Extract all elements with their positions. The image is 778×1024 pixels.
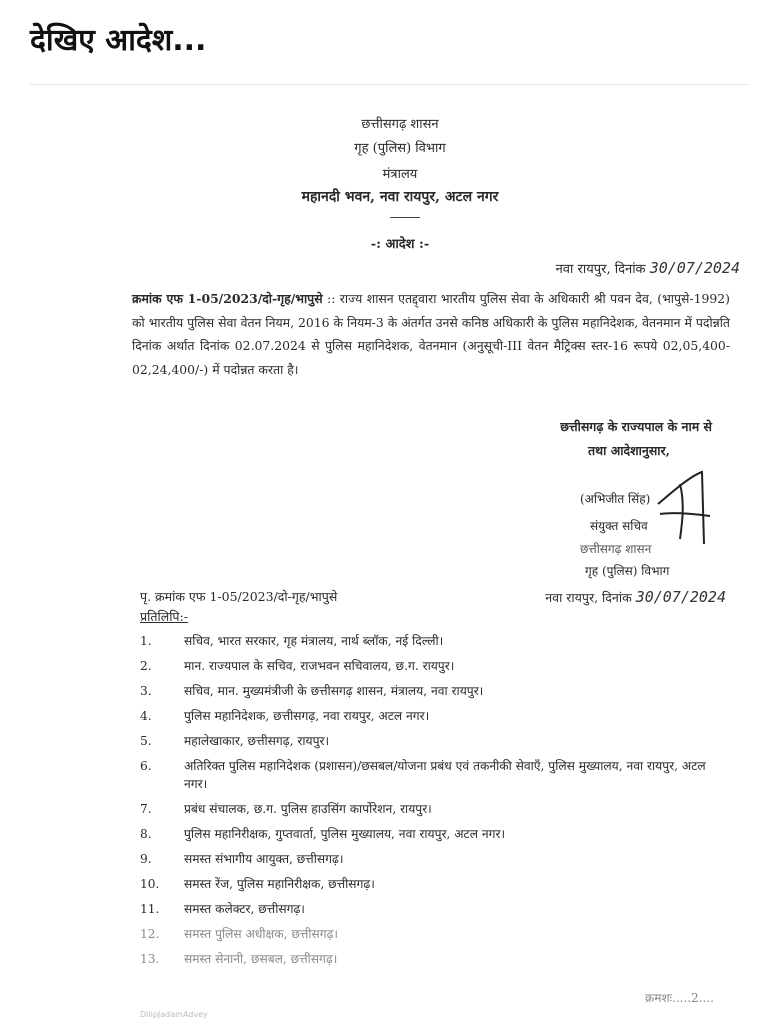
list-item-number: 11. (140, 902, 160, 916)
list-item-text: सचिव, भारत सरकार, गृह मंत्रालय, नार्थ ब्लॉक, नई दिल्ली। (184, 634, 444, 648)
list-item-number: 3. (140, 684, 152, 698)
continuation-marker: क्रमशः.....2.... (645, 991, 714, 1005)
list-item-number: 4. (140, 709, 152, 723)
list-item (140, 632, 720, 650)
governor-line-2: तथा आदेशानुसार, (588, 443, 670, 458)
endorsement-date (545, 588, 726, 606)
list-item-text: पुलिस महानिदेशक, छत्तीसगढ़, नवा रायपुर, अटल नगर। (184, 709, 430, 723)
copy-to-label: प्रतिलिपि:- (140, 609, 188, 624)
endorsement-date-prefix: नवा रायपुर, दिनांक (545, 590, 632, 605)
order-title: -: आदेश :- (370, 237, 430, 252)
list-item (140, 925, 720, 943)
list-item (140, 657, 720, 675)
header-department: गृह (पुलिस) विभाग (354, 141, 446, 156)
list-item-number: 7. (140, 802, 152, 816)
list-item (140, 950, 720, 968)
list-item-number: 10. (140, 877, 160, 891)
list-item-text: समस्त रेंज, पुलिस महानिरीक्षक, छत्तीसगढ़। (184, 877, 375, 891)
list-item (140, 800, 720, 818)
signature-mark (650, 464, 720, 554)
list-item (140, 682, 720, 700)
list-item-text: अतिरिक्त पुलिस महानिदेशक (प्रशासन)/छसबल/योजना प्रबंध एवं तकनीकी सेवाएँ, पुलिस मुख्यालय, नवा रायपुर, अटल नगर। (184, 759, 706, 791)
divider (30, 84, 748, 85)
list-item (140, 757, 720, 793)
list-item-number: 5. (140, 734, 152, 748)
signatory-designation: संयुक्त सचिव (590, 519, 648, 533)
list-item-number: 9. (140, 852, 152, 866)
order-document (60, 92, 740, 1024)
endorsement-date-value: 30/07/2024 (635, 588, 726, 606)
list-item-text: पुलिस महानिरीक्षक, गुप्तवार्ता, पुलिस मुख्यालय, नवा रायपुर, अटल नगर। (184, 827, 506, 841)
header-government: छत्तीसगढ़ शासन (361, 117, 439, 132)
list-item-number: 12. (140, 927, 160, 941)
endorsement-reference: पृ. क्रमांक एफ 1-05/2023/दो-गृह/भापुसे (140, 589, 338, 604)
list-item (140, 707, 720, 725)
watermark: DilipJadamAdvey (140, 1010, 208, 1019)
order-body (132, 287, 730, 381)
list-item-text: सचिव, मान. मुख्यमंत्रीजी के छत्तीसगढ़ शासन, मंत्रालय, नवा रायपुर। (184, 684, 484, 698)
list-item (140, 732, 720, 750)
governor-line-1: छत्तीसगढ़ के राज्यपाल के नाम से (560, 419, 712, 434)
list-item-number: 2. (140, 659, 152, 673)
list-item-text: महालेखाकार, छत्तीसगढ़, रायपुर। (184, 734, 330, 748)
list-item-number: 8. (140, 827, 152, 841)
list-item-number: 13. (140, 952, 160, 966)
header-separator (390, 217, 420, 218)
list-item-text: समस्त कलेक्टर, छत्तीसगढ़। (184, 902, 305, 916)
signatory-name: (अभिजीत सिंह) (580, 492, 651, 506)
signatory-department: गृह (पुलिस) विभाग (585, 564, 670, 578)
copy-list (140, 632, 720, 975)
order-body-text: :: राज्य शासन एतद्द्वारा भारतीय पुलिस सेवा के अधिकारी श्री पवन देव, (भापुसे-1992) को भारतीय पुलिस सेवा वेतन नियम, 2016 के नियम-3 के अंतर्गत उनसे कनिष्ठ अधिकारी के पुलिस महानिदेशक, वेतनमान में पदोन्नति दिनांक अर्थात दिनांक 02.07.2024 से पुलिस महानिदेशक, वेतनमान (अनुसूची-III वेतन मैट्रिक्स स्तर-16 रूपये 02,05,400-02,24,400/-) में पदोन्नत करता है। (132, 291, 730, 377)
list-item-number: 6. (140, 759, 152, 773)
order-date (556, 259, 740, 277)
list-item (140, 875, 720, 893)
order-date-prefix: नवा रायपुर, दिनांक (555, 262, 646, 277)
list-item (140, 850, 720, 868)
list-item (140, 825, 720, 843)
list-item-number: 1. (140, 634, 152, 648)
list-item-text: समस्त सेनानी, छसबल, छत्तीसगढ़। (184, 952, 338, 966)
list-item (140, 900, 720, 918)
header-ministry: मंत्रालय (382, 167, 418, 182)
header-address: महानदी भवन, नवा रायपुर, अटल नगर (301, 189, 499, 205)
list-item-text: समस्त पुलिस अधीक्षक, छत्तीसगढ़। (184, 927, 339, 941)
list-item-text: समस्त संभागीय आयुक्त, छत्तीसगढ़। (184, 852, 344, 866)
list-item-text: प्रबंध संचालक, छ.ग. पुलिस हाउसिंग कार्पोरेशन, रायपुर। (184, 802, 432, 816)
article-heading: देखिए आदेश... (30, 23, 207, 58)
order-reference: क्रमांक एफ 1-05/2023/दो-गृह/भापुसे (132, 291, 323, 306)
signatory-state: छत्तीसगढ़ शासन (580, 542, 652, 556)
order-date-value: 30/07/2024 (649, 259, 740, 277)
list-item-text: मान. राज्यपाल के सचिव, राजभवन सचिवालय, छ.ग. रायपुर। (184, 659, 455, 673)
